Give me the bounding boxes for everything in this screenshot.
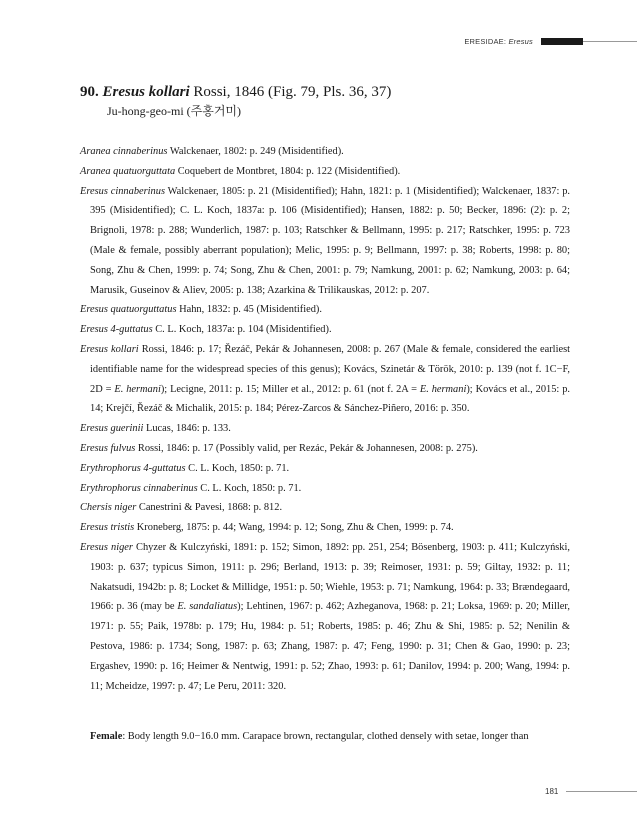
synonym-entry: Eresus kollari Rossi, 1846: p. 17; Řezáč, Pekár & Johannesen, 2008: p. 267 (Male & female, considered the earliest identifiable name for the widespread species of this genus); Kovács, Szinetár & Török, 2010: p. 139 (not f. 1C−F, 2D = E. hermani); Lecigne, 2011: p. 15; Miller et al., 2012: p. 61 (not f. 2A = E. hermani); Kovács et al., 2015: p. 14; Krejčí, Řezáč & Michalik, 2015: p. 184; Pérez-Zarcos & Sánchez-Piñero, 2016: p. 350. <box>80 343 570 415</box>
synonym-list <box>80 142 570 696</box>
synonym-entry: Eresus guerinii Lucas, 1846: p. 133. <box>80 423 231 435</box>
running-head <box>464 36 637 46</box>
running-head-bar <box>541 38 583 45</box>
synonym-entry: Eresus tristis Kroneberg, 1875: p. 44; Wang, 1994: p. 12; Song, Zhu & Chen, 1999: p. 74. <box>80 522 454 534</box>
synonym-entry: Aranea cinnaberinus Walckenaer, 1802: p. 249 (Misidentified). <box>80 146 344 157</box>
female-description <box>80 727 570 747</box>
running-head-genus: Eresus <box>508 36 533 46</box>
folio-rule <box>566 791 637 792</box>
species-heading <box>80 83 391 101</box>
species-epithet: kollari <box>148 84 190 100</box>
synonym-entry: Eresus quatuorguttatus Hahn, 1832: p. 45 (Misidentified). <box>80 304 322 316</box>
synonym-entry: Erythrophorus cinnaberinus C. L. Koch, 1850: p. 71. <box>80 482 302 494</box>
synonym-entry: Aranea quatuorguttata Coquebert de Montbret, 1804: p. 122 (Misidentified). <box>80 165 401 177</box>
species-figures: (Fig. 79, Pls. 36, 37) <box>267 84 392 100</box>
synonym-entry: Eresus fulvus Rossi, 1846: p. 17 (Possibly valid, per Rezác, Pekár & Johannesen, 2008: p. 275). <box>80 442 478 454</box>
synonym-entry: Eresus cinnaberinus Walckenaer, 1805: p. 21 (Misidentified); Hahn, 1821: p. 1 (Misidentified); Walckenaer, 1837: p. 395 (Misidentified); C. L. Koch, 1837a: p. 106 (Misidentified); Hansen, 1882: p. 50; Becker, 1896: (2): p. 2; Brignoli, 1978: p. 288; Wunderlich, 1987: p. 103; Ratschker & Bellmann, 1995: p. 217; Ratschker, 1995: p. 723 (Male & female, possibly aberrant population); Melic, 1995: p. 9; Bellmann, 1997: p. 38; Roberts, 1998: p. 80; Song, Zhu & Chen, 1999: p. 74; Song, Zhu & Chen, 2001: p. 79; Namkung, 2001: p. 62; Namkung, 2003: p. 64; Marusik, Guseinov & Aliev, 2005: p. 138; Azarkina & Trilikauskas, 2012: p. 207. <box>80 185 570 296</box>
female-text: : Body length 9.0−16.0 mm. Carapace brown, rectangular, clothed densely with setae, longer than <box>122 731 529 742</box>
synonym-entry: Eresus 4-guttatus C. L. Koch, 1837a: p. 104 (Misidentified). <box>80 324 332 336</box>
synonym-entry: Eresus niger Chyzer & Kulczyński, 1891: p. 152; Simon, 1892: pp. 251, 254; Bösenberg, 1903: p. 411; Kulczyński, 1903: p. 637; typicus Simon, 1911: p. 296; Berland, 1913: p. 39; Reimoser, 1931: p. 59; Giltay, 1932: p. 11; Nakatsudi, 1942b: p. 8; Locket & Millidge, 1951: p. 50; Wiehle, 1953: p. 71; Namkung, 1964: p. 33; Brændegaard, 1966: p. 36 (may be E. sandaliatus); Lehtinen, 1967: p. 462; Azheganova, 1968: p. 21; Loksa, 1969: p. 20; Miller, 1971: p. 55; Paik, 1978b: p. 179; Hu, 1984: p. 51; Roberts, 1985: p. 46; Zhu & Shi, 1985: p. 52; Nenilin & Pestova, 1986: p. 1734; Song, 1987: p. 63; Zhang, 1987: p. 47; Feng, 1990: p. 31; Chen & Gao, 1990: p. 23; Ergashev, 1990: p. 16; Heimer & Nentwig, 1991: p. 52; Zhao, 1993: p. 61; Danilov, 1994: p. 200; Wang, 1994: p. 11; Mcheidze, 1997: p. 47; Le Peru, 2011: 320. <box>80 541 571 692</box>
female-label: Female <box>90 731 123 742</box>
species-number: 90. <box>80 84 99 100</box>
species-genus: Eresus <box>102 84 146 100</box>
folio <box>545 787 637 796</box>
running-head-rule <box>583 41 637 42</box>
synonym-entry: Erythrophorus 4-guttatus C. L. Koch, 1850: p. 71. <box>80 462 290 474</box>
common-name: Ju-hong-geo-mi (주홍거미) <box>107 104 242 118</box>
page-number: 181 <box>545 787 559 796</box>
synonym-entry: Chersis niger Canestrini & Pavesi, 1868: p. 812. <box>80 502 283 514</box>
species-authority: Rossi, 1846 <box>193 84 265 100</box>
running-head-family: ERESIDAE: <box>464 36 507 46</box>
running-head-label <box>464 37 533 46</box>
